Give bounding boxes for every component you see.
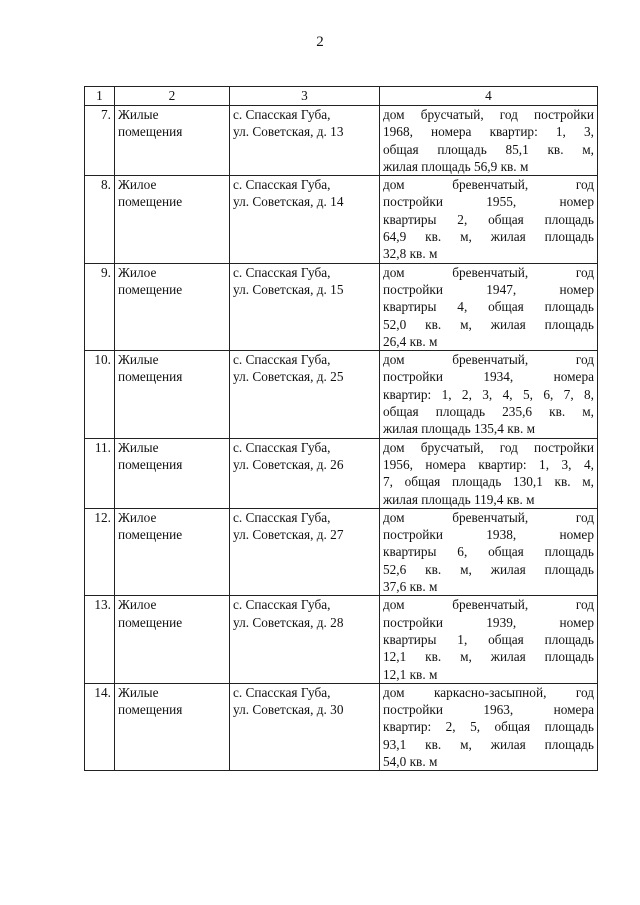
description-line: дом бревенчатый, год (383, 597, 594, 613)
address-line: ул. Советская, д. 15 (233, 281, 344, 297)
description-line: постройки 1963, номера (383, 702, 594, 718)
table-row (85, 508, 598, 595)
premises-type-line: Жилое (118, 264, 157, 280)
address-line: с. Спасская Губа, (233, 509, 331, 525)
description-line: дом бревенчатый, год (383, 352, 594, 368)
description-line: дом каркасно-засыпной, год (383, 684, 594, 700)
description-line: 37,6 кв. м (383, 579, 438, 595)
premises-type-cell (115, 508, 230, 595)
description-line: квартиры 1, общая площадь (383, 631, 594, 647)
address-cell (230, 596, 380, 683)
premises-type-line: Жилые (118, 684, 159, 700)
premises-type-line: помещения (118, 456, 183, 472)
address-line: ул. Советская, д. 27 (233, 527, 344, 543)
table-row (85, 176, 598, 263)
premises-type-line: помещения (118, 702, 183, 718)
row-number: 8. (85, 176, 115, 263)
description-line: жилая площадь 56,9 кв. м (383, 158, 529, 174)
premises-type-line: помещение (118, 527, 183, 543)
premises-type-cell (115, 683, 230, 770)
description-line: 7, общая площадь 130,1 кв. м, (383, 474, 594, 490)
address-line: ул. Советская, д. 30 (233, 702, 344, 718)
column-header-2: 2 (115, 87, 230, 106)
table-row (85, 351, 598, 438)
table-body (85, 106, 598, 771)
description-line: 93,1 кв. м, жилая площадь (383, 736, 594, 752)
premises-type-cell (115, 438, 230, 508)
description-line: квартиры 6, общая площадь (383, 544, 594, 560)
table-row (85, 106, 598, 176)
column-header-3: 3 (230, 87, 380, 106)
description-line: 1968, номера квартир: 1, 3, (383, 124, 594, 140)
table-row (85, 263, 598, 350)
description-line: 52,0 кв. м, жилая площадь (383, 316, 594, 332)
premises-type-line: помещения (118, 124, 183, 140)
address-line: ул. Советская, д. 28 (233, 614, 344, 630)
address-line: с. Спасская Губа, (233, 439, 331, 455)
description-line: 54,0 кв. м (383, 753, 438, 769)
address-cell (230, 438, 380, 508)
description-cell (380, 351, 598, 438)
description-line: 52,6 кв. м, жилая площадь (383, 561, 594, 577)
premises-type-cell (115, 351, 230, 438)
column-header-4: 4 (380, 87, 598, 106)
description-line: постройки 1947, номер (383, 281, 594, 297)
table-row (85, 596, 598, 683)
column-header-1: 1 (85, 87, 115, 106)
row-number: 9. (85, 263, 115, 350)
premises-type-line: Жилое (118, 177, 157, 193)
description-line: дом бревенчатый, год (383, 177, 594, 193)
page-number: 2 (316, 34, 324, 50)
premises-type-line: Жилое (118, 597, 157, 613)
description-line: постройки 1938, номер (383, 527, 594, 543)
table-header-row (85, 87, 598, 106)
row-number: 10. (85, 351, 115, 438)
row-number: 13. (85, 596, 115, 683)
row-number: 14. (85, 683, 115, 770)
description-line: постройки 1939, номер (383, 614, 594, 630)
address-cell (230, 508, 380, 595)
row-number: 7. (85, 106, 115, 176)
description-line: жилая площадь 119,4 кв. м (383, 491, 535, 507)
premises-type-line: помещение (118, 614, 183, 630)
description-line: постройки 1934, номера (383, 369, 594, 385)
premises-type-line: Жилые (118, 107, 159, 122)
description-line: дом брусчатый, год постройки (383, 107, 594, 122)
description-line: жилая площадь 135,4 кв. м (383, 421, 536, 437)
description-line: квартиры 2, общая площадь (383, 211, 594, 227)
description-cell (380, 176, 598, 263)
premises-type-line: Жилое (118, 509, 157, 525)
address-line: с. Спасская Губа, (233, 107, 331, 122)
address-line: ул. Советская, д. 26 (233, 456, 344, 472)
property-table (84, 86, 598, 771)
description-line: дом брусчатый, год постройки (383, 439, 594, 455)
description-line: 12,1 кв. м (383, 666, 438, 682)
description-line: дом бревенчатый, год (383, 509, 594, 525)
description-line: дом бревенчатый, год (383, 264, 594, 280)
premises-type-cell (115, 596, 230, 683)
description-line: 64,9 кв. м, жилая площадь (383, 229, 594, 245)
premises-type-line: Жилые (118, 439, 159, 455)
description-cell (380, 508, 598, 595)
premises-type-line: Жилые (118, 352, 159, 368)
description-line: 26,4 кв. м (383, 333, 438, 349)
address-line: с. Спасская Губа, (233, 597, 331, 613)
table-row (85, 438, 598, 508)
description-line: квартир: 2, 5, общая площадь (383, 719, 594, 735)
address-cell (230, 263, 380, 350)
description-line: квартиры 4, общая площадь (383, 299, 594, 315)
address-line: ул. Советская, д. 13 (233, 124, 344, 140)
description-line: постройки 1955, номер (383, 194, 594, 210)
description-cell (380, 596, 598, 683)
premises-type-line: помещение (118, 281, 183, 297)
address-line: ул. Советская, д. 25 (233, 369, 344, 385)
address-cell (230, 683, 380, 770)
description-line: общая площадь 235,6 кв. м, (383, 404, 594, 420)
address-line: ул. Советская, д. 14 (233, 194, 344, 210)
description-line: 1956, номера квартир: 1, 3, 4, (383, 456, 594, 472)
address-cell (230, 351, 380, 438)
premises-type-line: помещение (118, 194, 183, 210)
premises-type-line: помещения (118, 369, 183, 385)
row-number: 12. (85, 508, 115, 595)
address-cell (230, 176, 380, 263)
address-line: с. Спасская Губа, (233, 177, 331, 193)
premises-type-cell (115, 176, 230, 263)
address-line: с. Спасская Губа, (233, 264, 331, 280)
description-line: квартир: 1, 2, 3, 4, 5, 6, 7, 8, (383, 386, 594, 402)
description-cell (380, 683, 598, 770)
description-line: 12,1 кв. м, жилая площадь (383, 649, 594, 665)
description-line: 32,8 кв. м (383, 246, 438, 262)
table-row (85, 683, 598, 770)
description-line: общая площадь 85,1 кв. м, (383, 141, 594, 157)
address-line: с. Спасская Губа, (233, 684, 331, 700)
premises-type-cell (115, 263, 230, 350)
premises-type-cell (115, 106, 230, 176)
description-cell (380, 438, 598, 508)
description-cell (380, 263, 598, 350)
address-cell (230, 106, 380, 176)
address-line: с. Спасская Губа, (233, 352, 331, 368)
description-cell (380, 106, 598, 176)
row-number: 11. (85, 438, 115, 508)
